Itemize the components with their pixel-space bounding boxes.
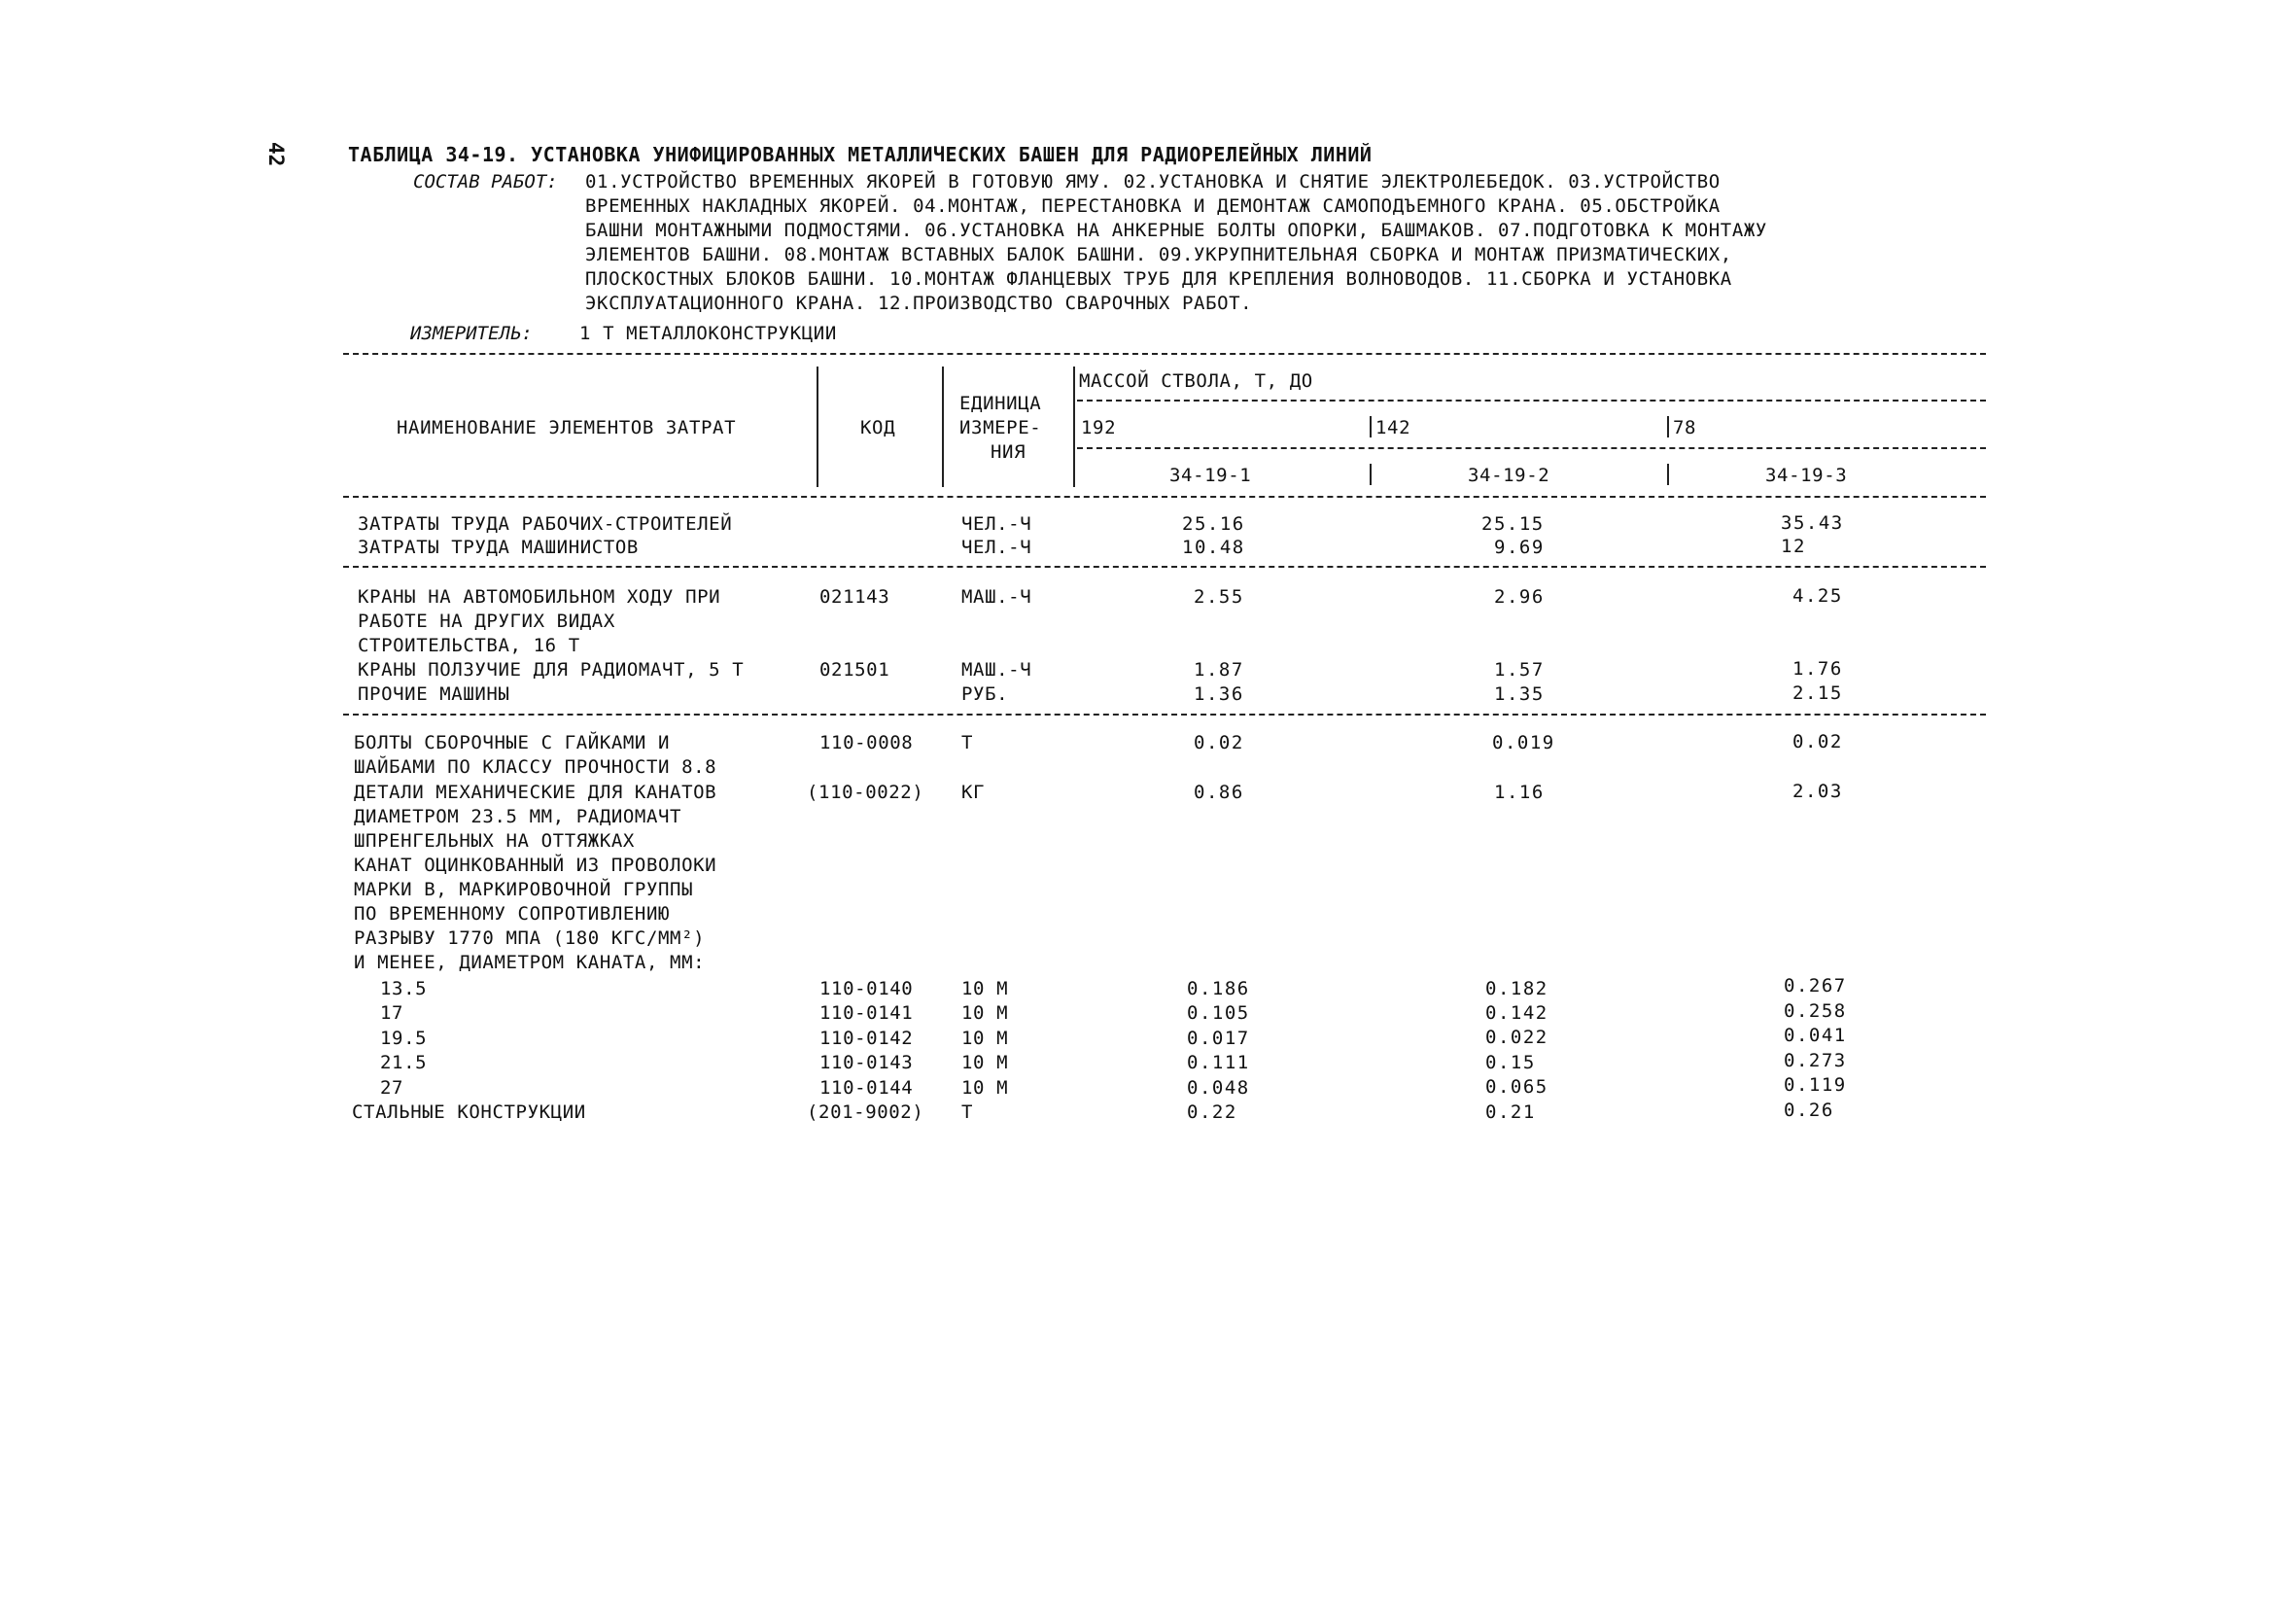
row-name: 27 <box>380 1077 404 1099</box>
row-value-2: 0.142 <box>1485 1002 1548 1024</box>
row-name: РАЗРЫВУ 1770 МПА (180 КГС/ММ²) <box>354 927 706 949</box>
row-value-3: 0.02 <box>1792 731 1843 752</box>
row-unit: Т <box>961 732 974 753</box>
row-name: ПРОЧИЕ МАШИНЫ <box>358 683 510 705</box>
row-value-2: 0.182 <box>1485 978 1548 999</box>
header-code-3: 34-19-3 <box>1765 465 1848 486</box>
row-name: 21.5 <box>380 1052 428 1073</box>
row-name: И МЕНЕЕ, ДИАМЕТРОМ КАНАТА, ММ: <box>354 952 706 973</box>
composition-line: ВРЕМЕННЫХ НАКЛАДНЫХ ЯКОРЕЙ. 04.МОНТАЖ, ПЕРЕСТАНОВКА И ДЕМОНТАЖ САМОПОДЪЕМНОГО КРАНА. 05.ОБСТРОЙКА <box>585 195 1721 217</box>
row-value-2: 9.69 <box>1494 537 1545 558</box>
header-mass-1: 192 <box>1081 417 1117 438</box>
composition-line: 01.УСТРОЙСТВО ВРЕМЕННЫХ ЯКОРЕЙ В ГОТОВУЮ ЯМУ. 02.УСТАНОВКА И СНЯТИЕ ЭЛЕКТРОЛЕБЕДОК. 03.УСТРОЙСТВО <box>585 171 1721 192</box>
row-value-2: 0.065 <box>1485 1076 1548 1098</box>
composition-line: ПЛОСКОСТНЫХ БЛОКОВ БАШНИ. 10.МОНТАЖ ФЛАНЦЕВЫХ ТРУБ ДЛЯ КРЕПЛЕНИЯ ВОЛНОВОДОВ. 11.СБОРКА И УСТАНОВКА <box>585 268 1732 290</box>
row-name: МАРКИ В, МАРКИРОВОЧНОЙ ГРУППЫ <box>354 879 694 900</box>
col-separator <box>1667 464 1669 485</box>
row-value-1: 0.02 <box>1194 732 1244 753</box>
row-value-1: 2.55 <box>1194 586 1244 608</box>
row-code: 110-0141 <box>819 1002 914 1024</box>
row-name: ЗАТРАТЫ ТРУДА РАБОЧИХ-СТРОИТЕЛЕЙ <box>358 513 733 535</box>
row-code: 021143 <box>819 586 890 608</box>
col-separator <box>1370 416 1372 437</box>
row-value-3: 4.25 <box>1792 585 1843 607</box>
row-value-1: 10.48 <box>1182 537 1245 558</box>
row-value-1: 0.017 <box>1187 1028 1250 1049</box>
row-unit: 10 М <box>961 978 1009 999</box>
header-unit-line3: НИЯ <box>991 441 1026 463</box>
row-code: 110-0144 <box>819 1077 914 1099</box>
rule-section-machines <box>343 566 1986 568</box>
row-value-1: 1.87 <box>1194 659 1244 681</box>
row-name: ЗАТРАТЫ ТРУДА МАШИНИСТОВ <box>358 537 639 558</box>
row-name: 13.5 <box>380 978 428 999</box>
composition-line: ЭКСПЛУАТАЦИОННОГО КРАНА. 12.ПРОИЗВОДСТВО СВАРОЧНЫХ РАБОТ. <box>585 293 1253 314</box>
rule-mass-row <box>1077 400 1986 402</box>
row-value-1: 0.048 <box>1187 1077 1250 1099</box>
row-unit: МАШ.-Ч <box>961 586 1032 608</box>
row-name: БОЛТЫ СБОРОЧНЫЕ С ГАЙКАМИ И <box>354 732 671 753</box>
composition-line: ЭЛЕМЕНТОВ БАШНИ. 08.МОНТАЖ ВСТАВНЫХ БАЛОК БАШНИ. 09.УКРУПНИТЕЛЬНАЯ СБОРКА И МОНТАЖ ПРИЗМАТИЧЕСКИХ, <box>585 244 1732 265</box>
row-unit: КГ <box>961 782 986 803</box>
row-name: ШАЙБАМИ ПО КЛАССУ ПРОЧНОСТИ 8.8 <box>354 756 717 778</box>
row-value-2: 25.15 <box>1481 513 1545 535</box>
header-code: КОД <box>860 417 896 438</box>
row-value-3: 0.041 <box>1784 1025 1847 1046</box>
row-value-1: 0.111 <box>1187 1052 1250 1073</box>
header-mass-2: 142 <box>1375 417 1411 438</box>
row-value-2: 1.35 <box>1494 683 1545 705</box>
rule-code-row <box>1077 447 1986 449</box>
row-unit: МАШ.-Ч <box>961 659 1032 681</box>
header-code-1: 34-19-1 <box>1169 465 1252 486</box>
row-value-1: 0.105 <box>1187 1002 1250 1024</box>
row-code: 110-0142 <box>819 1028 914 1049</box>
row-code: (110-0022) <box>807 782 924 803</box>
row-value-2: 0.019 <box>1492 732 1555 753</box>
row-value-2: 0.21 <box>1485 1101 1536 1123</box>
row-unit: 10 М <box>961 1002 1009 1024</box>
row-value-3: 0.273 <box>1784 1050 1847 1071</box>
row-value-3: 2.03 <box>1792 781 1843 802</box>
measure-label: ИЗМЕРИТЕЛЬ: <box>410 323 533 344</box>
row-code: 110-0140 <box>819 978 914 999</box>
table-title: ТАБЛИЦА 34-19. УСТАНОВКА УНИФИЦИРОВАННЫХ МЕТАЛЛИЧЕСКИХ БАШЕН ДЛЯ РАДИОРЕЛЕЙНЫХ ЛИНИЙ <box>348 143 1373 166</box>
page-number: 42 <box>264 142 288 167</box>
header-unit-line2: ИЗМЕРЕ- <box>959 417 1042 438</box>
row-value-1: 0.22 <box>1187 1101 1237 1123</box>
row-unit: 10 М <box>961 1077 1009 1099</box>
row-value-2: 0.022 <box>1485 1027 1548 1048</box>
row-value-1: 1.36 <box>1194 683 1244 705</box>
row-name: ШПРЕНГЕЛЬНЫХ НА ОТТЯЖКАХ <box>354 830 635 852</box>
row-value-2: 2.96 <box>1494 586 1545 608</box>
row-unit: РУБ. <box>961 683 1009 705</box>
col-separator <box>817 367 818 487</box>
row-name: 17 <box>380 1002 404 1024</box>
row-unit: 10 М <box>961 1028 1009 1049</box>
row-unit: Т <box>961 1101 974 1123</box>
rule-header-bottom <box>343 496 1986 498</box>
row-code: 110-0143 <box>819 1052 914 1073</box>
measure-value: 1 Т МЕТАЛЛОКОНСТРУКЦИИ <box>579 323 837 344</box>
row-value-3: 1.76 <box>1792 658 1843 680</box>
header-unit-line1: ЕДИНИЦА <box>959 393 1042 414</box>
row-code: 110-0008 <box>819 732 914 753</box>
row-name: ДЕТАЛИ МЕХАНИЧЕСКИЕ ДЛЯ КАНАТОВ <box>354 782 717 803</box>
header-mass-3: 78 <box>1673 417 1697 438</box>
row-name: РАБОТЕ НА ДРУГИХ ВИДАХ <box>358 611 615 632</box>
rule-section-materials <box>343 714 1986 716</box>
row-value-2: 1.57 <box>1494 659 1545 681</box>
row-name: СТАЛЬНЫЕ КОНСТРУКЦИИ <box>352 1101 586 1123</box>
row-name: КРАНЫ НА АВТОМОБИЛЬНОМ ХОДУ ПРИ <box>358 586 721 608</box>
row-unit: ЧЕЛ.-Ч <box>961 513 1032 535</box>
row-code: 021501 <box>819 659 890 681</box>
row-value-2: 0.15 <box>1485 1052 1536 1073</box>
row-value-1: 25.16 <box>1182 513 1245 535</box>
row-value-3: 35.43 <box>1781 512 1844 534</box>
row-code: (201-9002) <box>807 1101 924 1123</box>
rule-top <box>343 353 1986 355</box>
col-separator <box>942 367 944 487</box>
row-name: КАНАТ ОЦИНКОВАННЫЙ ИЗ ПРОВОЛОКИ <box>354 855 717 876</box>
composition-label: СОСТАВ РАБОТ: <box>413 171 558 192</box>
col-separator <box>1370 464 1372 485</box>
row-value-3: 0.267 <box>1784 975 1847 996</box>
row-name: 19.5 <box>380 1028 428 1049</box>
row-unit: 10 М <box>961 1052 1009 1073</box>
row-value-1: 0.186 <box>1187 978 1250 999</box>
row-name: КРАНЫ ПОЛЗУЧИЕ ДЛЯ РАДИОМАЧТ, 5 Т <box>358 659 745 681</box>
header-code-2: 34-19-2 <box>1468 465 1550 486</box>
row-value-3: 0.26 <box>1784 1100 1834 1121</box>
composition-line: БАШНИ МОНТАЖНЫМИ ПОДМОСТЯМИ. 06.УСТАНОВКА НА АНКЕРНЫЕ БОЛТЫ ОПОРКИ, БАШМАКОВ. 07.ПОДГОТОВКА К МОНТАЖУ <box>585 220 1767 241</box>
row-value-1: 0.86 <box>1194 782 1244 803</box>
col-separator <box>1073 367 1075 487</box>
header-group: МАССОЙ СТВОЛА, Т, ДО <box>1079 370 1313 392</box>
row-unit: ЧЕЛ.-Ч <box>961 537 1032 558</box>
row-name: ПО ВРЕМЕННОМУ СОПРОТИВЛЕНИЮ <box>354 903 671 925</box>
row-value-3: 12 <box>1781 536 1806 557</box>
row-value-3: 0.258 <box>1784 1000 1847 1022</box>
row-name: СТРОИТЕЛЬСТВА, 16 Т <box>358 635 580 656</box>
row-value-3: 2.15 <box>1792 682 1843 704</box>
header-name: НАИМЕНОВАНИЕ ЭЛЕМЕНТОВ ЗАТРАТ <box>397 417 737 438</box>
row-name: ДИАМЕТРОМ 23.5 ММ, РАДИОМАЧТ <box>354 806 682 827</box>
col-separator <box>1667 416 1669 437</box>
row-value-3: 0.119 <box>1784 1074 1847 1096</box>
row-value-2: 1.16 <box>1494 782 1545 803</box>
